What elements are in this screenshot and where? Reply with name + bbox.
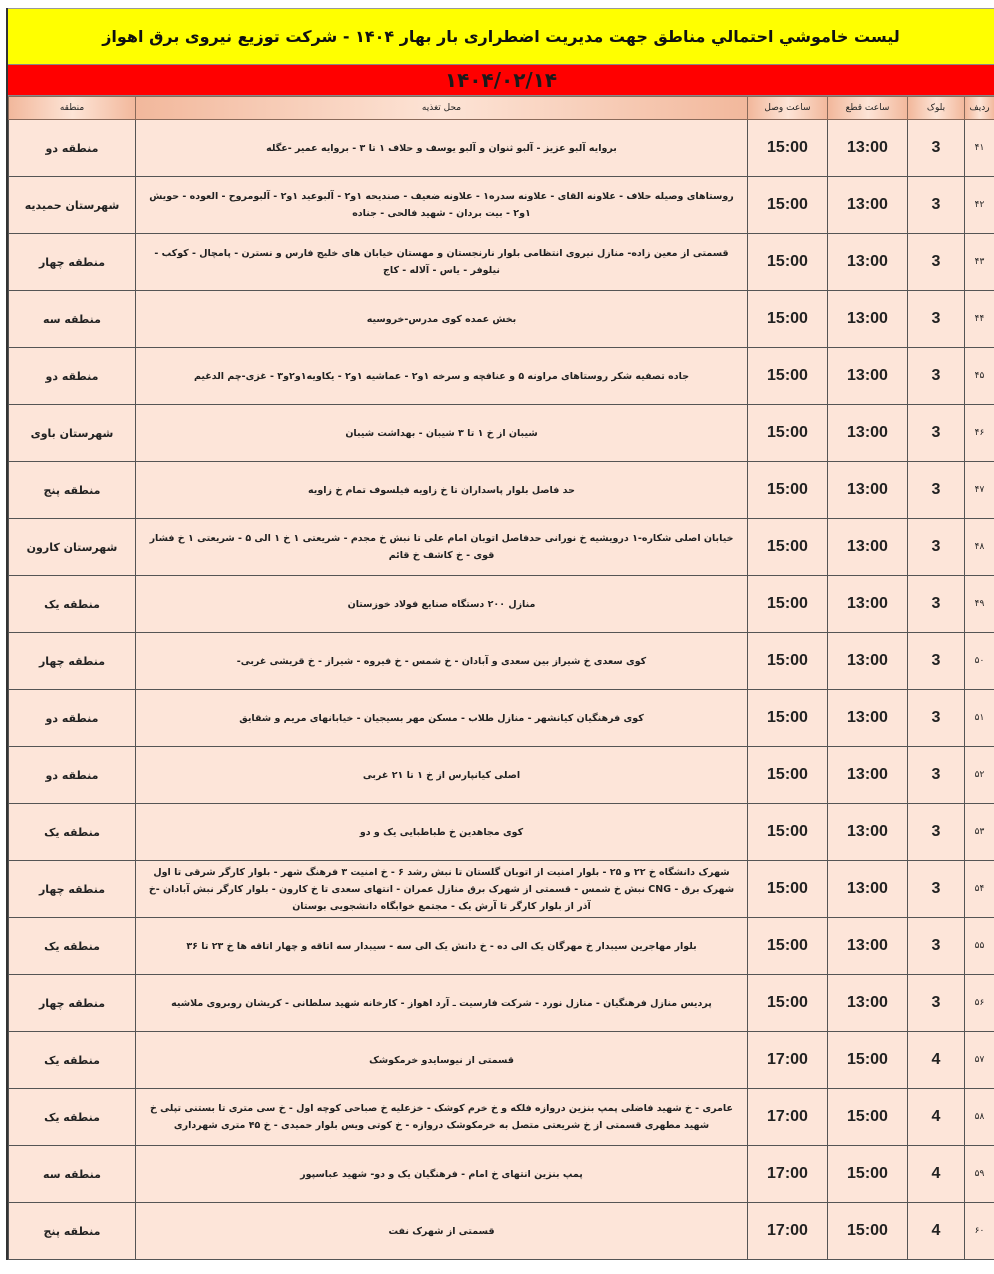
col-header-cut-time: ساعت قطع <box>828 97 908 120</box>
connect-time-cell: 15:00 <box>748 918 828 975</box>
cut-time-cell: 13:00 <box>828 120 908 177</box>
region-cell: منطقه دو <box>9 690 136 747</box>
row-number-cell: ۴۴ <box>965 291 994 348</box>
table-row <box>9 1146 994 1203</box>
connect-time-cell: 17:00 <box>748 1203 828 1260</box>
connect-time-cell: 15:00 <box>748 975 828 1032</box>
region-cell: منطقه دو <box>9 348 136 405</box>
region-cell: منطقه یک <box>9 1089 136 1146</box>
outage-schedule-sheet <box>6 8 994 1260</box>
row-number-cell: ۵۹ <box>965 1146 994 1203</box>
cut-time-cell: 13:00 <box>828 519 908 576</box>
cut-time-cell: 13:00 <box>828 690 908 747</box>
block-cell: 3 <box>908 120 965 177</box>
cut-time-cell: 13:00 <box>828 633 908 690</box>
col-header-area: محل تغذیه <box>136 97 748 120</box>
area-cell: روستاهای وصیله حلاف - علاونه القای - علاونه سدره۱ - علاونه ضعیف - صندیحه ۱و۲ - آلبوعید ۱و۲ - آلبومروح - العوده - حویش ۱و۲ - بیت بردان - شهید فالحی - جناده <box>136 177 748 234</box>
connect-time-cell: 15:00 <box>748 861 828 918</box>
area-cell: خیابان اصلی شکاره-۱ درویشیه خ نورانی حدفاصل اتوبان امام علی تا نبش خ مجدم - شریعتی ۱ خ ۱ الی ۵ - شریعتی ۱ خ فشار قوی - خ کاشف خ قائم <box>136 519 748 576</box>
region-cell: منطقه یک <box>9 918 136 975</box>
area-cell: قسمتی از معین زاده- منازل نیروی انتظامی بلوار نارنجستان و مهستان خیابان های خلیج فارس و نسترن - پامچال - کوکب - نیلوفر - یاس - آلاله - کاج <box>136 234 748 291</box>
block-cell: 4 <box>908 1089 965 1146</box>
region-cell: منطقه چهار <box>9 633 136 690</box>
block-cell: 3 <box>908 234 965 291</box>
area-cell: اصلی کیانپارس از خ ۱ تا ۲۱ غربی <box>136 747 748 804</box>
area-cell: بخش عمده کوی مدرس-خروسیه <box>136 291 748 348</box>
row-number-cell: ۵۸ <box>965 1089 994 1146</box>
table-row <box>9 234 994 291</box>
block-cell: 3 <box>908 348 965 405</box>
cut-time-cell: 13:00 <box>828 177 908 234</box>
area-cell: منازل ۲۰۰ دستگاه صنایع فولاد خوزستان <box>136 576 748 633</box>
region-cell: منطقه دو <box>9 120 136 177</box>
connect-time-cell: 17:00 <box>748 1089 828 1146</box>
row-number-cell: ۵۱ <box>965 690 994 747</box>
block-cell: 4 <box>908 1203 965 1260</box>
region-cell: منطقه چهار <box>9 861 136 918</box>
region-cell: منطقه یک <box>9 576 136 633</box>
block-cell: 4 <box>908 1146 965 1203</box>
region-cell: شهرستان حمیدیه <box>9 177 136 234</box>
row-number-cell: ۵۰ <box>965 633 994 690</box>
area-cell: حد فاصل بلوار پاسداران تا خ زاویه فیلسوف تمام خ زاویه <box>136 462 748 519</box>
row-number-cell: ۵۶ <box>965 975 994 1032</box>
connect-time-cell: 17:00 <box>748 1146 828 1203</box>
row-number-cell: ۴۱ <box>965 120 994 177</box>
block-cell: 3 <box>908 747 965 804</box>
connect-time-cell: 15:00 <box>748 576 828 633</box>
cut-time-cell: 13:00 <box>828 348 908 405</box>
table-row <box>9 1032 994 1089</box>
connect-time-cell: 15:00 <box>748 234 828 291</box>
row-number-cell: ۵۴ <box>965 861 994 918</box>
region-cell: منطقه سه <box>9 291 136 348</box>
area-cell: عامری - خ شهید فاضلی پمپ بنزین دروازه فلکه و خ خرم کوشک - خزعلیه خ صباحی کوچه اول - خ سی متری تا بستنی تپلی خ شهید مطهری قسمتی از خ شریعتی متصل به خرمکوشک دروازه - خ کوتی ویس بلوار حمیدی - خ ۴۵ متری شهرداری <box>136 1089 748 1146</box>
block-cell: 3 <box>908 576 965 633</box>
block-cell: 3 <box>908 291 965 348</box>
table-row <box>9 405 994 462</box>
region-cell: منطقه پنج <box>9 1203 136 1260</box>
table-row <box>9 690 994 747</box>
table-row <box>9 519 994 576</box>
table-row <box>9 633 994 690</box>
connect-time-cell: 15:00 <box>748 120 828 177</box>
col-header-row: ردیف <box>965 97 994 120</box>
title-banner <box>8 8 994 64</box>
area-cell: کوی سعدی خ شیراز بین سعدی و آبادان - خ شمس - خ فیروه - شیراز - خ قریشی غربی- <box>136 633 748 690</box>
cut-time-cell: 13:00 <box>828 234 908 291</box>
row-number-cell: ۴۶ <box>965 405 994 462</box>
area-cell: کوی فرهنگیان کیانشهر - منازل طلاب - مسکن مهر بسیجیان - خیابانهای مریم و شقایق <box>136 690 748 747</box>
connect-time-cell: 15:00 <box>748 804 828 861</box>
table-row <box>9 348 994 405</box>
area-cell: بلوار مهاجرین سیبدار خ مهرگان یک الی ده - خ دانش یک الی سه - سیبدار سه اتاقه و چهار اتاقه ها خ ۲۳ تا ۳۶ <box>136 918 748 975</box>
connect-time-cell: 15:00 <box>748 291 828 348</box>
row-number-cell: ۴۳ <box>965 234 994 291</box>
row-number-cell: ۴۵ <box>965 348 994 405</box>
table-row <box>9 177 994 234</box>
cut-time-cell: 13:00 <box>828 405 908 462</box>
region-cell: منطقه یک <box>9 1032 136 1089</box>
row-number-cell: ۵۳ <box>965 804 994 861</box>
area-cell: شهرک دانشگاه خ ۲۲ و ۲۵ - بلوار امنیت از اتوبان گلستان تا نبش رشد ۶ - خ امنیت ۳ فرهنگ شهر - بلوار کارگر شرقی تا اول شهرک برق - CNG نبش خ شمس - قسمتی از شهرک برق منازل عمران - انتهای سعدی تا خ کارون - بلوار کارگر نبش آبادان -خ آذر از بلوار کارگر تا آرش یک - مجتمع خوابگاه دانشجویی بوستان <box>136 861 748 918</box>
table-row <box>9 1089 994 1146</box>
cut-time-cell: 15:00 <box>828 1032 908 1089</box>
row-number-cell: ۴۸ <box>965 519 994 576</box>
region-cell: منطقه سه <box>9 1146 136 1203</box>
block-cell: 3 <box>908 633 965 690</box>
col-header-connect-time: ساعت وصل <box>748 97 828 120</box>
block-cell: 3 <box>908 975 965 1032</box>
schedule-date: ۱۴۰۴/۰۲/۱۴ <box>444 68 558 92</box>
block-cell: 3 <box>908 918 965 975</box>
region-cell: منطقه چهار <box>9 234 136 291</box>
cut-time-cell: 13:00 <box>828 861 908 918</box>
block-cell: 3 <box>908 804 965 861</box>
area-cell: پردیس منازل فرهنگیان - منازل نورد - شرکت فارسیت ـ آرد اهواز - کارخانه شهید سلطانی - کریشان روبروی ملاشیه <box>136 975 748 1032</box>
connect-time-cell: 17:00 <box>748 1032 828 1089</box>
table-header-row <box>9 97 994 120</box>
cut-time-cell: 13:00 <box>828 918 908 975</box>
connect-time-cell: 15:00 <box>748 405 828 462</box>
col-header-block: بلوک <box>908 97 965 120</box>
region-cell: منطقه دو <box>9 747 136 804</box>
area-cell: جاده تصفیه شکر روستاهای مراونه ۵ و عنافچه و سرخه ۱و۲ - عماشیه ۱و۲ - یکاویه۱و۲و۳ - غزی-چم الدغیم <box>136 348 748 405</box>
connect-time-cell: 15:00 <box>748 633 828 690</box>
area-cell: کوی مجاهدین خ طباطبایی یک و دو <box>136 804 748 861</box>
table-row <box>9 975 994 1032</box>
cut-time-cell: 15:00 <box>828 1146 908 1203</box>
table-row <box>9 861 994 918</box>
page-title: لیست خاموشي احتمالي مناطق جهت مدیریت اضطراری بار بهار ۱۴۰۴ - شرکت توزیع نیروی برق اهواز <box>102 27 900 46</box>
area-cell: شیبان از خ ۱ تا ۳ شیبان - بهداشت شیبان <box>136 405 748 462</box>
row-number-cell: ۵۷ <box>965 1032 994 1089</box>
cut-time-cell: 13:00 <box>828 291 908 348</box>
area-cell: پمپ بنزین انتهای خ امام - فرهنگیان یک و دو- شهید عباسپور <box>136 1146 748 1203</box>
block-cell: 3 <box>908 861 965 918</box>
col-header-region: منطقه <box>9 97 136 120</box>
row-number-cell: ۵۵ <box>965 918 994 975</box>
region-cell: منطقه یک <box>9 804 136 861</box>
table-row <box>9 291 994 348</box>
cut-time-cell: 15:00 <box>828 1089 908 1146</box>
cut-time-cell: 13:00 <box>828 747 908 804</box>
row-number-cell: ۴۷ <box>965 462 994 519</box>
table-row <box>9 804 994 861</box>
cut-time-cell: 13:00 <box>828 975 908 1032</box>
connect-time-cell: 15:00 <box>748 177 828 234</box>
row-number-cell: ۵۲ <box>965 747 994 804</box>
cut-time-cell: 13:00 <box>828 804 908 861</box>
connect-time-cell: 15:00 <box>748 462 828 519</box>
connect-time-cell: 15:00 <box>748 747 828 804</box>
outage-table <box>8 96 994 1260</box>
area-cell: قسمتی از نیوسایدو خرمکوشک <box>136 1032 748 1089</box>
region-cell: شهرستان باوی <box>9 405 136 462</box>
row-number-cell: ۴۲ <box>965 177 994 234</box>
table-row <box>9 576 994 633</box>
connect-time-cell: 15:00 <box>748 690 828 747</box>
area-cell: بروایه آلبو عزیز - آلبو ثنوان و آلبو یوسف و حلاف ۱ تا ۳ - بروایه عمیر -عگله <box>136 120 748 177</box>
region-cell: شهرستان کارون <box>9 519 136 576</box>
row-number-cell: ۴۹ <box>965 576 994 633</box>
cut-time-cell: 15:00 <box>828 1203 908 1260</box>
table-row <box>9 918 994 975</box>
date-banner <box>8 64 994 96</box>
cut-time-cell: 13:00 <box>828 576 908 633</box>
table-row <box>9 462 994 519</box>
table-row <box>9 1203 994 1260</box>
block-cell: 3 <box>908 177 965 234</box>
block-cell: 3 <box>908 690 965 747</box>
block-cell: 3 <box>908 462 965 519</box>
block-cell: 4 <box>908 1032 965 1089</box>
table-row <box>9 747 994 804</box>
region-cell: منطقه پنج <box>9 462 136 519</box>
cut-time-cell: 13:00 <box>828 462 908 519</box>
table-row <box>9 120 994 177</box>
block-cell: 3 <box>908 405 965 462</box>
region-cell: منطقه چهار <box>9 975 136 1032</box>
connect-time-cell: 15:00 <box>748 348 828 405</box>
connect-time-cell: 15:00 <box>748 519 828 576</box>
block-cell: 3 <box>908 519 965 576</box>
area-cell: قسمتی از شهرک نفت <box>136 1203 748 1260</box>
row-number-cell: ۶۰ <box>965 1203 994 1260</box>
